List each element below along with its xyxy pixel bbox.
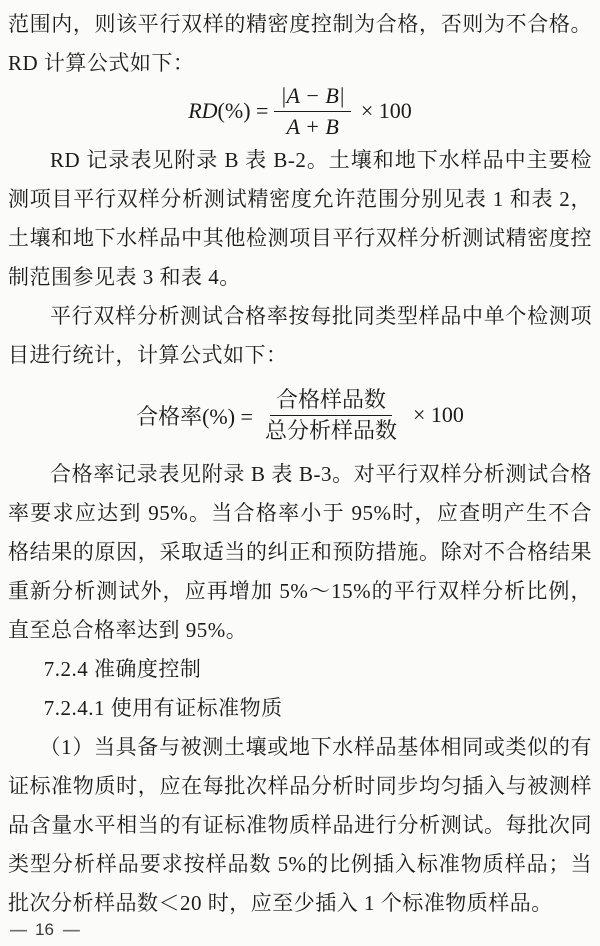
document-page <box>8 5 592 939</box>
formula-rate-multiplier: × 100 <box>412 402 464 427</box>
formula-rate-lhs: 合格率(%) = <box>136 403 253 429</box>
formula-rate-denominator: 总分析样品数 <box>264 417 397 443</box>
page-number: 16 <box>35 920 54 939</box>
paragraph-crm: （1）当具备与被测土壤或地下水样品基体相同或类似的有证标准物质时，应在每批次样品分析时同步均匀插入与被测样品含量水平相当的有证标准物质样品进行分析测试。每批次同类型分析样品要求按样品数 5%的比例插入标准物质样品；当批次分析样品数＜20 时，应至少插入 1 个标准物质样品。 <box>8 735 592 915</box>
page-footer <box>10 920 79 940</box>
formula-rd-lhs <box>188 98 268 124</box>
formula-rate-numerator: 合格样品数 <box>270 387 392 415</box>
paragraph-rate-record: 合格率记录表见附录 B 表 B-3。对平行双样分析测试合格率要求应达到 95%。当合格率小于 95%时，应查明产生不合格结果的原因，采取适当的纠正和预防措施。除对不合格结果重新分析测试外，应再增加 5%～15%的平行双样分析比例，直至总合格率达到 95%。 <box>8 462 592 642</box>
formula-rd-denominator: A + B <box>286 113 339 139</box>
formula-pass-rate <box>8 377 592 453</box>
formula-rd-fraction <box>274 83 350 139</box>
footer-right-dash: — <box>62 920 79 939</box>
formula-rd-equals: (%) = <box>217 98 269 123</box>
formula-rd-variable: RD <box>188 98 218 123</box>
paragraph-pass-rate: 平行双样分析测试合格率按每批同类型样品中单个检测项目进行统计，计算公式如下： <box>8 304 592 367</box>
footer-left-dash: — <box>10 920 26 939</box>
heading-7-2-4: 7.2.4 准确度控制 <box>43 657 202 681</box>
heading-7-2-4-1: 7.2.4.1 使用有证标准物质 <box>43 696 283 720</box>
paragraph-rd-record: RD 记录表见附录 B 表 B-2。土壤和地下水样品中主要检测项目平行双样分析测试精密度允许范围分别见表 1 和表 2，土壤和地下水样品中其他检测项目平行双样分析测试精密度控制范围参见表 3 和表 4。 <box>8 148 592 289</box>
formula-rd-multiplier: × 100 <box>360 98 412 123</box>
formula-rate-fraction <box>259 387 403 443</box>
formula-rd-numerator: |A − B| <box>274 83 350 111</box>
formula-rd <box>8 85 592 137</box>
paragraph-continuation: 范围内，则该平行双样的精密度控制为合格，否则为不合格。RD 计算公式如下： <box>8 12 592 75</box>
